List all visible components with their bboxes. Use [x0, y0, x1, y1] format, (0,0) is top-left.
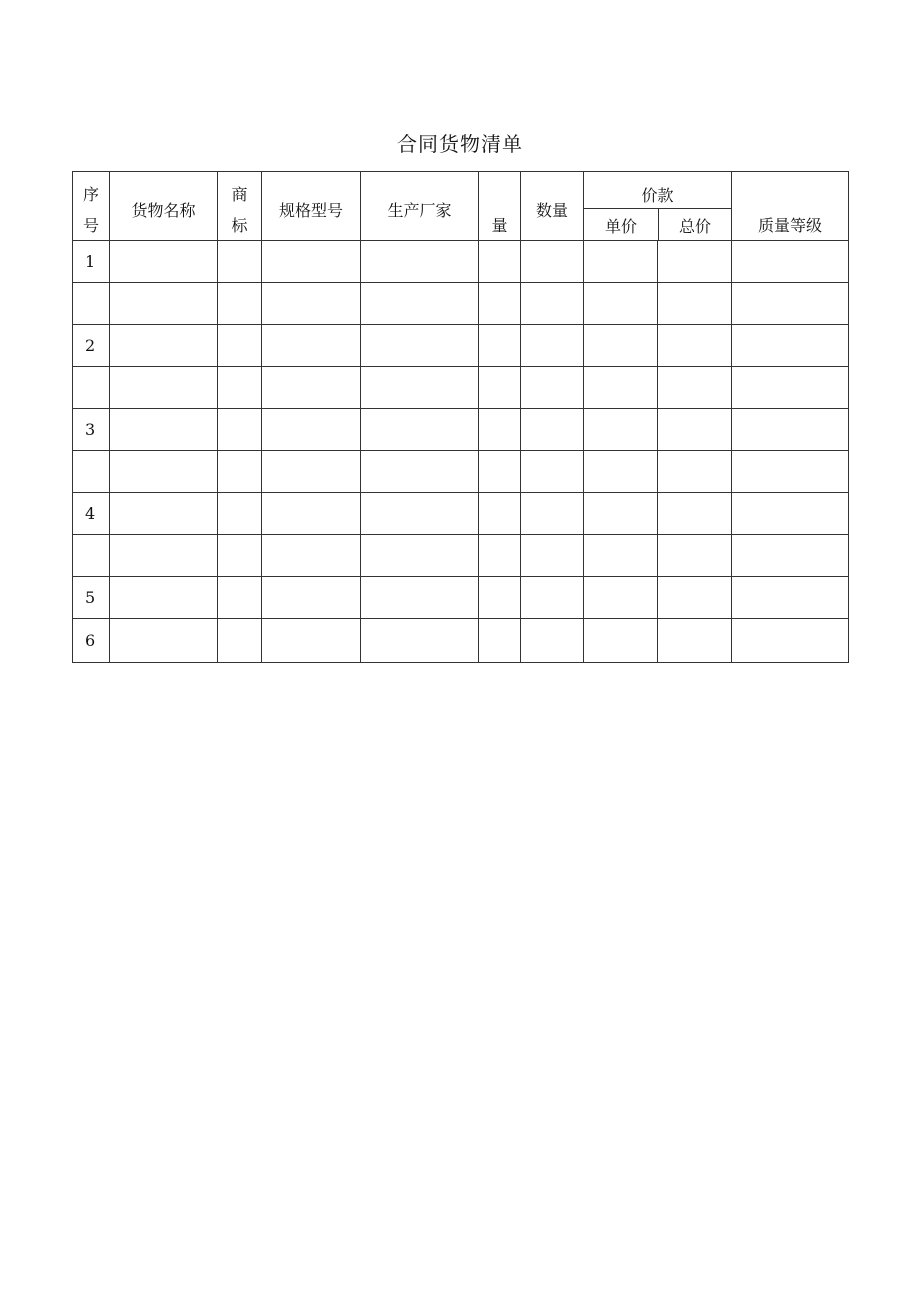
table-row — [73, 577, 849, 619]
cell-brand[interactable] — [218, 619, 262, 663]
header-unit-price: 单价 — [584, 209, 659, 240]
cell-quality[interactable] — [732, 367, 849, 409]
cell-goods-name[interactable] — [110, 409, 218, 451]
table-row — [73, 409, 849, 451]
row-index — [73, 283, 110, 325]
cell-brand[interactable] — [218, 367, 262, 409]
cell-unit-price[interactable] — [584, 451, 658, 493]
row-index: 3 — [73, 409, 110, 451]
goods-table — [72, 171, 849, 663]
cell-total-price[interactable] — [658, 619, 732, 663]
cell-manufacturer[interactable] — [361, 493, 479, 535]
row-index — [73, 535, 110, 577]
header-spec-label: 规格型号 — [278, 201, 343, 220]
cell-unit-price[interactable] — [584, 325, 658, 367]
cell-manufacturer[interactable] — [361, 535, 479, 577]
cell-unit[interactable] — [479, 535, 521, 577]
cell-manufacturer[interactable] — [361, 283, 479, 325]
cell-total-price[interactable] — [658, 451, 732, 493]
cell-manufacturer[interactable] — [361, 325, 479, 367]
row-index: 2 — [73, 325, 110, 367]
row-index: 5 — [73, 577, 110, 619]
cell-quality[interactable] — [732, 619, 849, 663]
table-row — [73, 619, 849, 663]
cell-unit[interactable] — [479, 367, 521, 409]
cell-spec[interactable] — [262, 493, 361, 535]
cell-quantity[interactable] — [521, 409, 584, 451]
cell-quantity[interactable] — [521, 367, 584, 409]
cell-unit-price[interactable] — [584, 367, 658, 409]
page-title: 合同货物清单 — [397, 132, 523, 156]
cell-quantity[interactable] — [521, 325, 584, 367]
cell-quantity[interactable] — [521, 535, 584, 577]
header-seq — [73, 172, 110, 241]
header-seq-top: 序 — [82, 185, 99, 204]
cell-spec[interactable] — [262, 577, 361, 619]
row-index — [73, 451, 110, 493]
cell-quantity[interactable] — [521, 493, 584, 535]
cell-quality[interactable] — [732, 409, 849, 451]
cell-brand[interactable] — [218, 493, 262, 535]
table-row — [73, 241, 849, 283]
row-index: 4 — [73, 493, 110, 535]
header-unit — [479, 172, 521, 241]
cell-manufacturer[interactable] — [361, 409, 479, 451]
cell-unit[interactable] — [479, 283, 521, 325]
cell-brand[interactable] — [218, 535, 262, 577]
cell-total-price[interactable] — [658, 325, 732, 367]
cell-unit[interactable] — [479, 493, 521, 535]
cell-unit-price[interactable] — [584, 409, 658, 451]
cell-unit-price[interactable] — [584, 283, 658, 325]
cell-spec[interactable] — [262, 367, 361, 409]
cell-spec[interactable] — [262, 451, 361, 493]
table-row — [73, 325, 849, 367]
cell-total-price[interactable] — [658, 241, 732, 283]
cell-manufacturer[interactable] — [361, 367, 479, 409]
table-row — [73, 535, 849, 577]
cell-spec[interactable] — [262, 241, 361, 283]
header-quantity-label: 数量 — [535, 201, 568, 220]
cell-brand[interactable] — [218, 325, 262, 367]
cell-brand[interactable] — [218, 241, 262, 283]
cell-goods-name[interactable] — [110, 241, 218, 283]
header-price-group: 价款 — [584, 172, 731, 209]
row-index: 6 — [73, 619, 110, 663]
cell-quantity[interactable] — [521, 451, 584, 493]
cell-goods-name[interactable] — [110, 619, 218, 663]
cell-goods-name[interactable] — [110, 325, 218, 367]
cell-unit[interactable] — [479, 241, 521, 283]
cell-spec[interactable] — [262, 409, 361, 451]
table-row — [73, 451, 849, 493]
cell-goods-name[interactable] — [110, 451, 218, 493]
header-quality-label: 质量等级 — [757, 216, 822, 235]
cell-brand[interactable] — [218, 451, 262, 493]
cell-goods-name[interactable] — [110, 283, 218, 325]
header-row — [73, 172, 849, 241]
header-price — [584, 172, 732, 241]
cell-quantity[interactable] — [521, 283, 584, 325]
header-brand-bottom: 标 — [231, 216, 248, 235]
cell-quality[interactable] — [732, 451, 849, 493]
cell-brand[interactable] — [218, 283, 262, 325]
cell-total-price[interactable] — [658, 535, 732, 577]
cell-unit-price[interactable] — [584, 619, 658, 663]
cell-unit[interactable] — [479, 619, 521, 663]
cell-total-price[interactable] — [658, 367, 732, 409]
cell-brand[interactable] — [218, 409, 262, 451]
header-quantity — [521, 172, 584, 241]
cell-total-price[interactable] — [658, 493, 732, 535]
table-row — [73, 283, 849, 325]
table-row — [73, 493, 849, 535]
cell-spec[interactable] — [262, 325, 361, 367]
header-brand — [218, 172, 262, 241]
cell-manufacturer[interactable] — [361, 577, 479, 619]
cell-quantity[interactable] — [521, 241, 584, 283]
cell-unit[interactable] — [479, 451, 521, 493]
cell-quality[interactable] — [732, 577, 849, 619]
cell-total-price[interactable] — [658, 283, 732, 325]
cell-quality[interactable] — [732, 283, 849, 325]
header-seq-bottom: 号 — [82, 216, 99, 235]
cell-unit-price[interactable] — [584, 493, 658, 535]
cell-spec[interactable] — [262, 283, 361, 325]
header-manufacturer — [361, 172, 479, 241]
cell-goods-name[interactable] — [110, 367, 218, 409]
cell-goods-name[interactable] — [110, 535, 218, 577]
cell-quality[interactable] — [732, 325, 849, 367]
cell-spec[interactable] — [262, 619, 361, 663]
header-goods-name-label: 货物名称 — [131, 201, 196, 220]
header-unit-label: 量 — [491, 216, 508, 235]
cell-quality[interactable] — [732, 241, 849, 283]
cell-quality[interactable] — [732, 535, 849, 577]
header-spec — [262, 172, 361, 241]
table-row — [73, 367, 849, 409]
header-goods-name — [110, 172, 218, 241]
cell-goods-name[interactable] — [110, 577, 218, 619]
cell-total-price[interactable] — [658, 409, 732, 451]
cell-unit-price[interactable] — [584, 241, 658, 283]
header-manufacturer-label: 生产厂家 — [387, 201, 452, 220]
cell-unit[interactable] — [479, 325, 521, 367]
cell-unit-price[interactable] — [584, 535, 658, 577]
cell-quality[interactable] — [732, 493, 849, 535]
cell-spec[interactable] — [262, 535, 361, 577]
cell-unit-price[interactable] — [584, 577, 658, 619]
cell-manufacturer[interactable] — [361, 619, 479, 663]
row-index: 1 — [73, 241, 110, 283]
cell-total-price[interactable] — [658, 577, 732, 619]
cell-manufacturer[interactable] — [361, 451, 479, 493]
cell-unit[interactable] — [479, 409, 521, 451]
cell-brand[interactable] — [218, 577, 262, 619]
row-index — [73, 367, 110, 409]
header-total-price: 总价 — [678, 217, 711, 236]
cell-manufacturer[interactable] — [361, 241, 479, 283]
cell-unit[interactable] — [479, 577, 521, 619]
cell-quantity[interactable] — [521, 577, 584, 619]
header-quality — [732, 172, 849, 241]
cell-quantity[interactable] — [521, 619, 584, 663]
header-brand-top: 商 — [231, 185, 248, 204]
cell-goods-name[interactable] — [110, 493, 218, 535]
